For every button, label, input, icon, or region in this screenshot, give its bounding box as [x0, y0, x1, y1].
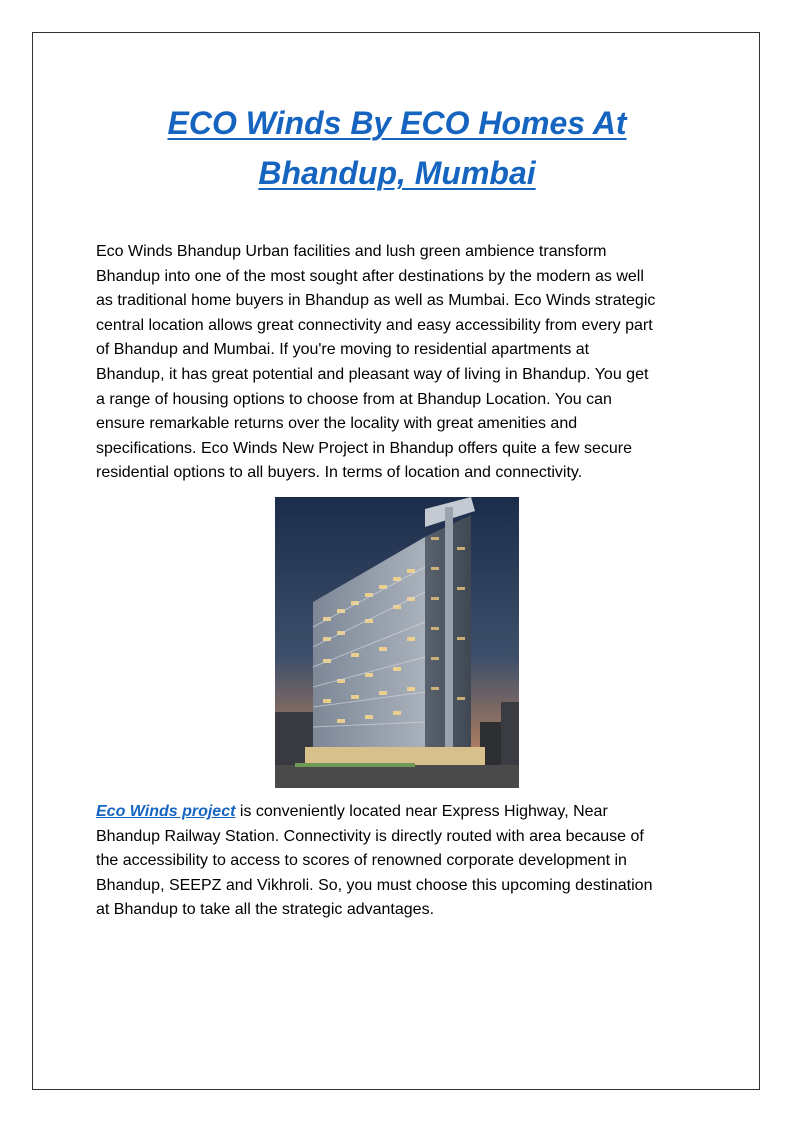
paragraph-line: residential options to all buyers. In terms of location and connectivity. [96, 464, 583, 482]
intro-paragraph [96, 240, 700, 486]
paragraph-line: central location allows great connectivity and easy accessibility from every part [96, 316, 653, 334]
paragraph-line [96, 800, 700, 825]
paragraph-line: at Bhandup to take all the strategic advantages. [96, 901, 435, 919]
paragraph-line: Bhandup, it has great potential and pleasant way of living in Bhandup. You get [96, 365, 649, 383]
paragraph-line: specifications. Eco Winds New Project in Bhandup offers quite a few secure [96, 439, 632, 457]
paragraph-line: ensure remarkable returns over the locality with great amenities and [96, 415, 578, 433]
location-paragraph [96, 800, 700, 923]
title-line-1: ECO Winds By ECO Homes At [167, 105, 627, 141]
paragraph-line: Bhandup into one of the most sought after destinations by the modern as well [96, 267, 644, 285]
paragraph-line: as traditional home buyers in Bhandup as well as Mumbai. Eco Winds strategic [96, 292, 656, 310]
paragraph-line: Eco Winds Bhandup Urban facilities and lush green ambience transform [96, 243, 607, 260]
building-image [275, 497, 519, 788]
eco-winds-project-link[interactable]: Eco Winds project [96, 803, 236, 820]
paragraph-line: Bhandup, SEEPZ and Vikhroli. So, you must choose this upcoming destination [96, 876, 653, 894]
page-title[interactable] [60, 98, 734, 198]
paragraph-text: is conveniently located near Express Highway, Near [235, 803, 608, 820]
title-line-2: Bhandup, Mumbai [258, 155, 536, 191]
paragraph-line: the accessibility to access to scores of renowned corporate development in [96, 852, 627, 870]
paragraph-line: a range of housing options to choose from at Bhandup Location. You can [96, 390, 612, 408]
paragraph-line: of Bhandup and Mumbai. If you're moving to residential apartments at [96, 341, 590, 359]
paragraph-line: Bhandup Railway Station. Connectivity is directly routed with area because of [96, 827, 644, 845]
